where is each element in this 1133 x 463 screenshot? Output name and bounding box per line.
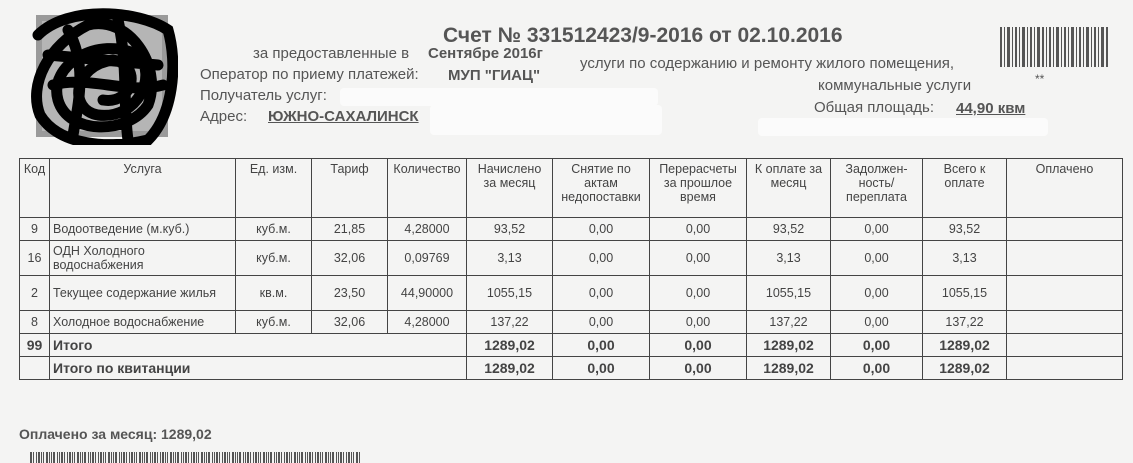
cell-removal: 0,00 <box>553 218 650 241</box>
stars-mark: ** <box>1035 72 1045 86</box>
cell-to-pay: 3,13 <box>747 241 831 276</box>
cell-accrued: 1055,15 <box>467 276 553 311</box>
recipient-redaction <box>340 88 658 106</box>
cell-tariff: 32,06 <box>312 311 388 334</box>
cell-to-pay: 137,22 <box>747 311 831 334</box>
cell-service: Текущее содержание жилья <box>50 276 236 311</box>
cell-debt: 0,00 <box>831 311 923 334</box>
total-paid <box>1007 334 1123 357</box>
cell-total: 137,22 <box>923 311 1007 334</box>
receipt-total-accrued: 1289,02 <box>467 357 553 380</box>
cell-debt: 0,00 <box>831 276 923 311</box>
cell-debt: 0,00 <box>831 218 923 241</box>
cell-tariff: 23,50 <box>312 276 388 311</box>
cell-unit: кв.м. <box>236 276 312 311</box>
header-removal: Снятие по актам недопоставки <box>553 159 650 218</box>
total-accrued: 1289,02 <box>467 334 553 357</box>
operator-label: Оператор по приему платежей: <box>200 66 419 83</box>
address-value: ЮЖНО-САХАЛИНСК <box>268 108 419 125</box>
header-total: Всего к оплате <box>923 159 1007 218</box>
cell-code: 8 <box>20 311 50 334</box>
header-quantity: Количество <box>388 159 467 218</box>
header-unit: Ед. изм. <box>236 159 312 218</box>
cell-unit: куб.м. <box>236 311 312 334</box>
receipt-total-row <box>20 357 1123 380</box>
invoice-title: Счет № 331512423/9-2016 от 02.10.2016 <box>443 24 843 47</box>
receipt-total-to-pay: 1289,02 <box>747 357 831 380</box>
cell-removal: 0,00 <box>553 311 650 334</box>
redacted-qr-code <box>28 5 178 145</box>
cell-quantity: 44,90000 <box>388 276 467 311</box>
cell-recalc: 0,00 <box>650 311 747 334</box>
total-removal: 0,00 <box>553 334 650 357</box>
provided-month: Сентябре 2016г <box>428 45 543 62</box>
cell-accrued: 137,22 <box>467 311 553 334</box>
header-service: Услуга <box>50 159 236 218</box>
receipt-total-label: Итого по квитанции <box>50 357 467 380</box>
receipt-total-debt: 0,00 <box>831 357 923 380</box>
cell-service: Холодное водоснабжение <box>50 311 236 334</box>
cell-service: Водоотведение (м.куб.) <box>50 218 236 241</box>
total-debt: 0,00 <box>831 334 923 357</box>
cell-recalc: 0,00 <box>650 218 747 241</box>
area-label: Общая площадь: <box>814 99 935 116</box>
provided-prefix: за предоставленные в <box>253 45 410 62</box>
total-label: Итого <box>50 334 467 357</box>
cell-total: 3,13 <box>923 241 1007 276</box>
header-recalc: Перерасчеты за прошлое время <box>650 159 747 218</box>
cell-total: 93,52 <box>923 218 1007 241</box>
cell-accrued: 93,52 <box>467 218 553 241</box>
cell-to-pay: 1055,15 <box>747 276 831 311</box>
cell-removal: 0,00 <box>553 276 650 311</box>
cell-code: 9 <box>20 218 50 241</box>
header-code: Код <box>20 159 50 218</box>
table-row <box>20 311 1123 334</box>
cell-to-pay: 93,52 <box>747 218 831 241</box>
header-debt: Задолжен-ность/ переплата <box>831 159 923 218</box>
cell-quantity: 4,28000 <box>388 311 467 334</box>
table-row <box>20 218 1123 241</box>
table-header-row <box>20 159 1123 218</box>
cell-paid <box>1007 311 1123 334</box>
paid-for-month <box>19 426 212 442</box>
barcode-bottom <box>30 452 360 463</box>
cell-debt: 0,00 <box>831 241 923 276</box>
header-to-pay: К оплате за месяц <box>747 159 831 218</box>
cell-service: ОДН Холодного водоснабжения <box>50 241 236 276</box>
total-recalc: 0,00 <box>650 334 747 357</box>
address-redaction <box>430 105 662 135</box>
barcode-top <box>1000 27 1110 67</box>
services-table <box>19 158 1123 380</box>
header-accrued: Начислено за месяц <box>467 159 553 218</box>
paid-label: Оплачено за месяц: <box>19 426 158 442</box>
total-total: 1289,02 <box>923 334 1007 357</box>
cell-quantity: 4,28000 <box>388 218 467 241</box>
cell-recalc: 0,00 <box>650 241 747 276</box>
services-line1: услуги по содержанию и ремонту жилого помещения, <box>580 55 955 72</box>
cell-paid <box>1007 241 1123 276</box>
cell-quantity: 0,09769 <box>388 241 467 276</box>
operator-value: МУП "ГИАЦ" <box>448 67 541 84</box>
total-row <box>20 334 1123 357</box>
cell-tariff: 21,85 <box>312 218 388 241</box>
total-to-pay: 1289,02 <box>747 334 831 357</box>
cell-accrued: 3,13 <box>467 241 553 276</box>
total-code: 99 <box>20 334 50 357</box>
cell-unit: куб.м. <box>236 241 312 276</box>
receipt-total-removal: 0,00 <box>553 357 650 380</box>
area-redaction <box>758 118 1048 136</box>
table-row <box>20 276 1123 311</box>
receipt-total-code <box>20 357 50 380</box>
cell-tariff: 32,06 <box>312 241 388 276</box>
services-line2: коммунальные услуги <box>818 77 972 94</box>
receipt-total-paid <box>1007 357 1123 380</box>
paid-value: 1289,02 <box>161 426 212 442</box>
cell-code: 2 <box>20 276 50 311</box>
cell-paid <box>1007 218 1123 241</box>
table-row <box>20 241 1123 276</box>
area-value: 44,90 квм <box>956 100 1026 117</box>
cell-recalc: 0,00 <box>650 276 747 311</box>
header-tariff: Тариф <box>312 159 388 218</box>
recipient-label: Получатель услуг: <box>200 87 327 104</box>
cell-paid <box>1007 276 1123 311</box>
receipt-total-total: 1289,02 <box>923 357 1007 380</box>
receipt-total-recalc: 0,00 <box>650 357 747 380</box>
address-label: Адрес: <box>200 108 248 125</box>
header-paid: Оплачено <box>1007 159 1123 218</box>
cell-total: 1055,15 <box>923 276 1007 311</box>
cell-code: 16 <box>20 241 50 276</box>
cell-removal: 0,00 <box>553 241 650 276</box>
cell-unit: куб.м. <box>236 218 312 241</box>
